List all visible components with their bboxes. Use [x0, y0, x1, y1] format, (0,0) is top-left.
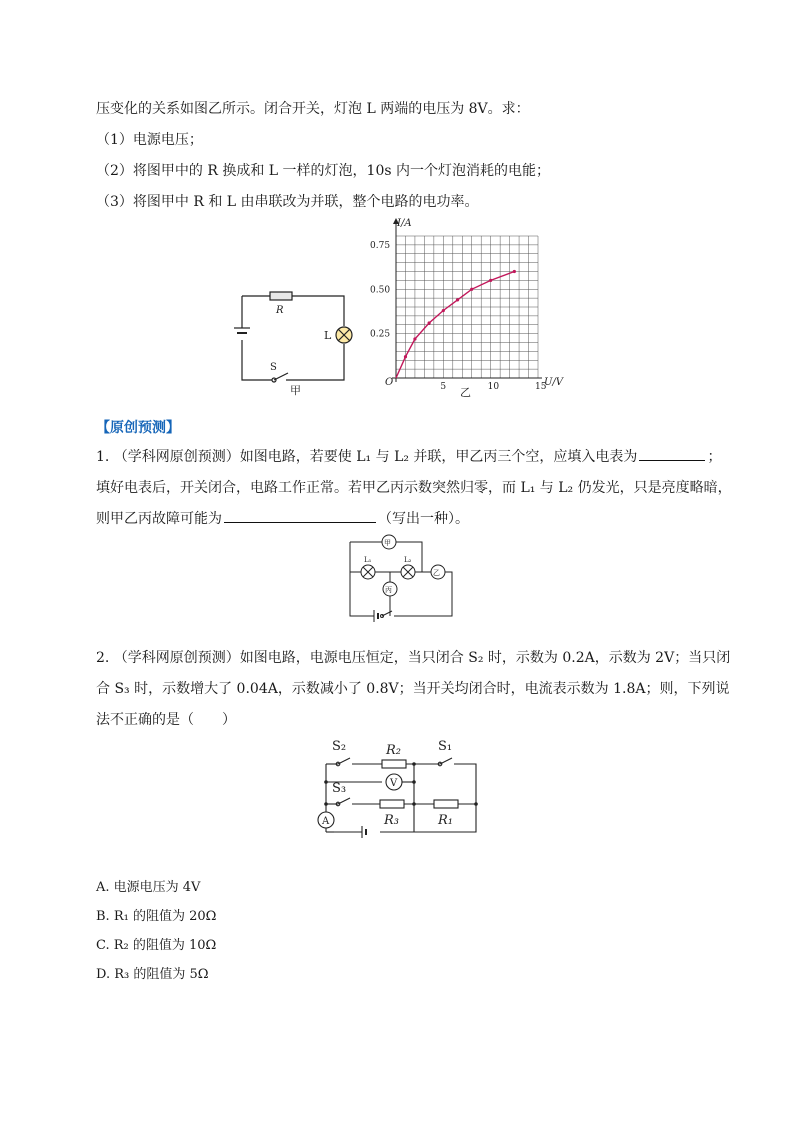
voltmeter: V	[390, 778, 398, 789]
data-point	[442, 309, 445, 312]
label-S: S	[270, 362, 277, 373]
lamp-L1: L₁	[364, 556, 372, 564]
data-point	[489, 279, 492, 282]
label-L: L	[324, 329, 332, 342]
circuit-jia	[234, 288, 364, 398]
option-c[interactable]: C. R₂ 的阻值为 10Ω	[96, 938, 217, 953]
data-point	[513, 270, 516, 273]
lamp-L2: L₂	[404, 556, 412, 564]
switch-S2: S₂	[332, 739, 347, 754]
question-3: （3）将图甲中 R 和 L 由串联改为并联，整个电路的电功率。	[96, 194, 479, 210]
y-tick-label: 0.50	[370, 285, 391, 296]
switch-S3: S₃	[332, 781, 347, 796]
question-2: （2）将图甲中的 R 换成和 L 一样的灯泡，10s 内一个灯泡消耗的电能；	[96, 163, 550, 179]
chart-yi	[366, 216, 566, 399]
p1-line2: 填好电表后，开关闭合，电路工作正常。若甲乙丙示数突然归零，而 L₁ 与 L₂ 仍发光，只是亮度略暗，	[96, 480, 732, 496]
caption-jia: 甲	[290, 384, 301, 397]
switch-S1: S₁	[438, 739, 453, 754]
x-axis-label: U/V	[544, 377, 564, 388]
x-tick-label: 5	[440, 382, 447, 392]
data-point	[428, 321, 431, 324]
ammeter: A	[322, 816, 330, 827]
resistor-R3: R₃	[384, 813, 399, 828]
p1-line3	[96, 508, 469, 528]
section-header: 【原创预测】	[96, 420, 180, 436]
option-b[interactable]: B. R₁ 的阻值为 20Ω	[96, 909, 217, 924]
answer-blank-1[interactable]	[639, 448, 705, 461]
p1-line1	[96, 446, 721, 466]
data-point	[456, 298, 459, 301]
option-d[interactable]: D. R₃ 的阻值为 5Ω	[96, 967, 209, 982]
y-tick-label: 0.25	[370, 329, 391, 340]
p2-line1: 2. （学科网原创预测）如图电路，电源电压恒定，当只闭合 S₂ 时，示数为 0.2A，示数为 2V；当只闭	[96, 650, 731, 666]
label-R: R	[276, 305, 284, 316]
data-point	[404, 355, 407, 358]
data-point	[470, 288, 473, 291]
p2-line3: 法不正确的是（ ）	[96, 712, 236, 728]
p1-line3-end: （写出一种）。	[378, 511, 469, 527]
question-1: （1）电源电压；	[96, 132, 203, 148]
origin-label: O	[385, 377, 394, 388]
option-a[interactable]: A. 电源电压为 4V	[96, 880, 201, 895]
meter-yi: 乙	[433, 569, 440, 577]
circuit-p2	[316, 738, 486, 848]
x-tick-label: 10	[487, 382, 500, 392]
y-axis-label: I/A	[397, 218, 412, 229]
resistor-R2: R₂	[386, 743, 401, 758]
resistor-R1: R₁	[438, 813, 453, 828]
y-tick-label: 0.75	[370, 240, 391, 251]
meter-bing: 丙	[385, 586, 392, 594]
caption-yi: 乙	[460, 386, 471, 399]
data-point	[413, 337, 416, 340]
circuit-p1	[342, 530, 462, 620]
x-tick-label: 15	[535, 382, 547, 392]
p1-line1-end: ；	[707, 449, 722, 465]
p2-line2: 合 S₃ 时，示数增大了 0.04A，示数减小了 0.8V；当开关均闭合时，电流表示数为 1.8A；则，下列说	[96, 681, 730, 697]
p1-line1-text: 1. （学科网原创预测）如图电路，若要使 L₁ 与 L₂ 并联，甲乙丙三个空，应填入电表为	[96, 449, 638, 465]
answer-blank-2[interactable]	[224, 510, 376, 523]
meter-jia: 甲	[384, 539, 391, 547]
intro-line: 压变化的关系如图乙所示。闭合开关，灯泡 L 两端的电压为 8V。求：	[96, 101, 530, 117]
p1-line3-text: 则甲乙丙故障可能为	[96, 511, 222, 527]
